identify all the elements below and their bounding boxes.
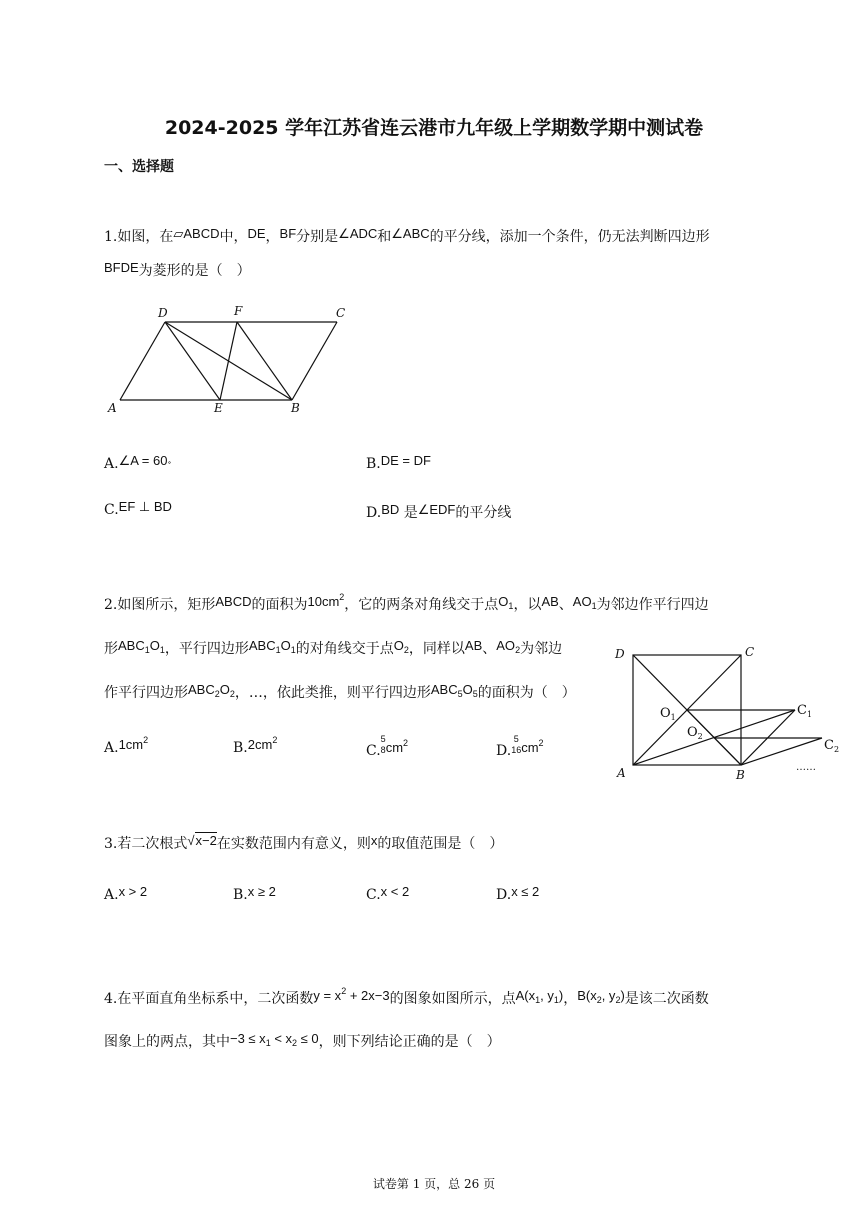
- q4-text-5: ，则下列结论正确的是（ ）: [318, 1034, 501, 1050]
- q2-text-11: 为邻边: [520, 641, 563, 657]
- option-text: 是: [399, 505, 418, 521]
- q1-text-7: 为菱形的是（ ）: [138, 263, 251, 279]
- question-3: [104, 833, 503, 853]
- option-text: DE = DF: [380, 453, 431, 468]
- fraction: 5 8: [380, 734, 386, 755]
- q4-math-condition: $-3 \le x_1 < x_2 \le 0$: [230, 1031, 319, 1048]
- q2-text-3: ，它的两条对角线交于点: [344, 597, 499, 613]
- option-unit: $cm^2$: [385, 738, 409, 755]
- q1-option-d[interactable]: [366, 502, 511, 522]
- q2-text-l2: 形: [104, 641, 118, 657]
- option-letter: A.: [104, 456, 119, 472]
- q1-math-bf: BF: [279, 226, 297, 241]
- q1-text-2: 中，: [219, 229, 248, 245]
- q3-option-d[interactable]: [496, 884, 540, 903]
- q4-text-2: 的图象如图所示，点: [389, 991, 516, 1007]
- question-1-line-2: [104, 260, 251, 280]
- option-letter: D.: [496, 887, 512, 903]
- fig2-label-c2: $C_2$: [824, 738, 840, 754]
- fig1-side-cb: [292, 322, 337, 400]
- question-1-line-1: [104, 226, 710, 246]
- q1-text-5: 和: [377, 229, 392, 245]
- q4-math-function: $y = x^2 + 2x-3$: [313, 986, 390, 1003]
- q3-text-2: 在实数范围内有意义，则: [216, 836, 371, 852]
- q1-text-1: 1.如图，在: [104, 229, 174, 245]
- q2-text-7: ，平行四边形: [164, 641, 249, 657]
- q4-comma: ，: [563, 991, 578, 1007]
- q4-text-1: 4.在平面直角坐标系中，二次函数: [104, 991, 314, 1007]
- q4-math-point-b: $B(x_2$, $y_2$): [577, 988, 625, 1005]
- q2-option-c[interactable]: [366, 734, 409, 762]
- q1-math-adc: ∠ADC: [338, 226, 378, 241]
- fig2-segment-c2b: [741, 738, 822, 765]
- fig1-label-d: D: [158, 306, 168, 320]
- q4-text-3: 是该二次函数: [624, 991, 709, 1007]
- fig1-segment-de: [165, 322, 220, 400]
- q2-text-8: 的对角线交于点: [295, 641, 394, 657]
- q3-math-sqrt: √x−2: [187, 833, 217, 848]
- q2-math-abc1o1-b: $ABC_1O_1$: [248, 638, 296, 655]
- q2-text-4: ，以: [513, 597, 542, 613]
- q2-text-l3: 作平行四边形: [104, 685, 188, 701]
- q1-text-3: ，: [265, 229, 280, 245]
- q2-math-abc5o5: $ABC_5O_5$: [430, 682, 478, 699]
- fig2-label-b: B: [736, 768, 745, 782]
- q3-option-b[interactable]: [233, 884, 276, 903]
- q3-option-c[interactable]: [366, 884, 410, 903]
- question-4-line-1: [104, 988, 709, 1008]
- q2-text-12: ，…，依此类推，则平行四边形: [234, 685, 431, 701]
- q2-text-10: 、: [482, 641, 497, 657]
- option-text: EF ⊥ BD: [118, 499, 172, 514]
- q1-parallelogram-figure: [100, 300, 360, 420]
- fig2-continuation-dots: ……: [796, 762, 816, 773]
- q4-text-4: 图象上的两点，其中: [104, 1034, 230, 1050]
- degree-icon: ∘: [167, 458, 172, 467]
- q3-text-1: 3.若二次根式: [104, 836, 188, 852]
- option-text: $2cm^2$: [247, 735, 278, 752]
- option-letter: A.: [104, 740, 119, 756]
- option-text: x < 2: [380, 884, 410, 899]
- q3-math-x: x: [370, 833, 378, 848]
- question-2-line-3: [104, 682, 576, 702]
- q3-text-3: 的取值范围是（ ）: [377, 836, 504, 852]
- q2-math-abc2o2: $ABC_2O_2$: [188, 682, 235, 699]
- q2-text-9: ，同样以: [408, 641, 465, 657]
- option-letter: B.: [233, 740, 248, 756]
- q1-math-de: DE: [247, 226, 266, 241]
- option-letter: D.: [496, 743, 512, 759]
- page-title: 2024-2025 学年江苏省连云港市九年级上学期数学期中测试卷: [164, 117, 704, 139]
- q2-math-ab-2: AB: [464, 638, 483, 653]
- q2-math-abc1o1: $ABC_1O_1$: [118, 638, 165, 655]
- q2-math-o2: $O_2$: [393, 638, 409, 655]
- option-letter: D.: [366, 505, 382, 521]
- fig2-label-o1: $O_1$: [660, 706, 676, 722]
- q3-option-a[interactable]: [104, 884, 148, 903]
- option-letter: B.: [233, 887, 248, 903]
- q1-option-c[interactable]: [104, 499, 172, 518]
- question-2-line-1: [104, 594, 709, 614]
- q2-math-ao1: $AO_1$: [572, 594, 597, 611]
- fig2-label-o2: $O_2$: [687, 725, 703, 741]
- option-text: x ≤ 2: [511, 884, 540, 899]
- fig2-label-d: D: [615, 647, 625, 661]
- fig1-label-b: B: [291, 401, 300, 415]
- option-text: x ≥ 2: [247, 884, 276, 899]
- page-footer: 试卷第 1 页，总 26 页: [372, 1177, 496, 1191]
- section-heading: 一、选择题: [104, 159, 174, 175]
- fig2-label-c1: $C_1$: [797, 703, 813, 719]
- question-4-line-2: [104, 1031, 501, 1051]
- fig1-side-ad: [120, 322, 165, 400]
- fig1-label-e: E: [214, 401, 223, 415]
- fig1-label-f: F: [234, 304, 243, 318]
- q2-text-1: 2.如图所示，矩形: [104, 597, 216, 613]
- option-letter: A.: [104, 887, 119, 903]
- q2-rectangle-figure: [608, 640, 848, 788]
- option-text: x > 2: [118, 884, 148, 899]
- q2-option-d[interactable]: [496, 734, 544, 762]
- fig1-label-a: A: [108, 401, 117, 415]
- option-text: ∠A = 60: [118, 453, 168, 468]
- fig2-label-c: C: [745, 645, 755, 659]
- q2-text-5: 、: [558, 597, 573, 613]
- q2-text-13: 的面积为（ ）: [477, 685, 576, 701]
- q1-text-6: 的平分线，添加一个条件，仍无法判断四边形: [429, 229, 710, 245]
- fig1-segment-fe: [220, 322, 237, 400]
- option-text-2: 的平分线: [455, 505, 512, 521]
- q2-math-ab: AB: [541, 594, 559, 609]
- option-letter: B.: [366, 456, 381, 472]
- option-text: $1cm^2$: [118, 735, 149, 752]
- question-2-line-2: [104, 638, 562, 658]
- q2-text-6: 为邻边作平行四边: [596, 597, 709, 613]
- parallelogram-icon: ▱: [173, 227, 184, 242]
- fraction: 5 16: [511, 734, 522, 755]
- q1-option-a[interactable]: [104, 453, 172, 472]
- q1-math-bfde: BFDE: [104, 260, 139, 275]
- option-math-bd: BD: [381, 502, 400, 517]
- q2-option-b[interactable]: [233, 735, 278, 756]
- fig1-label-c: C: [336, 306, 346, 320]
- q2-math-area: $10cm^2$: [307, 592, 345, 609]
- option-letter: C.: [366, 743, 381, 759]
- q1-math-abcd: ABCD: [183, 226, 220, 241]
- q1-option-b[interactable]: [366, 453, 431, 472]
- q2-math-abcd: ABCD: [215, 594, 252, 609]
- fig2-label-a: A: [617, 766, 626, 780]
- q2-math-ao2: $AO_2$: [496, 638, 521, 655]
- option-letter: C.: [366, 887, 381, 903]
- q4-math-point-a: $A(x_1$, $y_1$): [515, 988, 564, 1005]
- q2-math-o1: $O_1$: [498, 594, 514, 611]
- q1-text-4: 分别是: [296, 229, 339, 245]
- q2-text-2: 的面积为: [251, 597, 308, 613]
- q2-option-a[interactable]: [104, 735, 149, 756]
- q1-math-abc: ∠ABC: [391, 226, 430, 241]
- option-unit: $cm^2$: [521, 738, 544, 755]
- fig1-segment-fb: [237, 322, 292, 400]
- option-math-edf: ∠EDF: [417, 502, 456, 517]
- option-letter: C.: [104, 502, 119, 518]
